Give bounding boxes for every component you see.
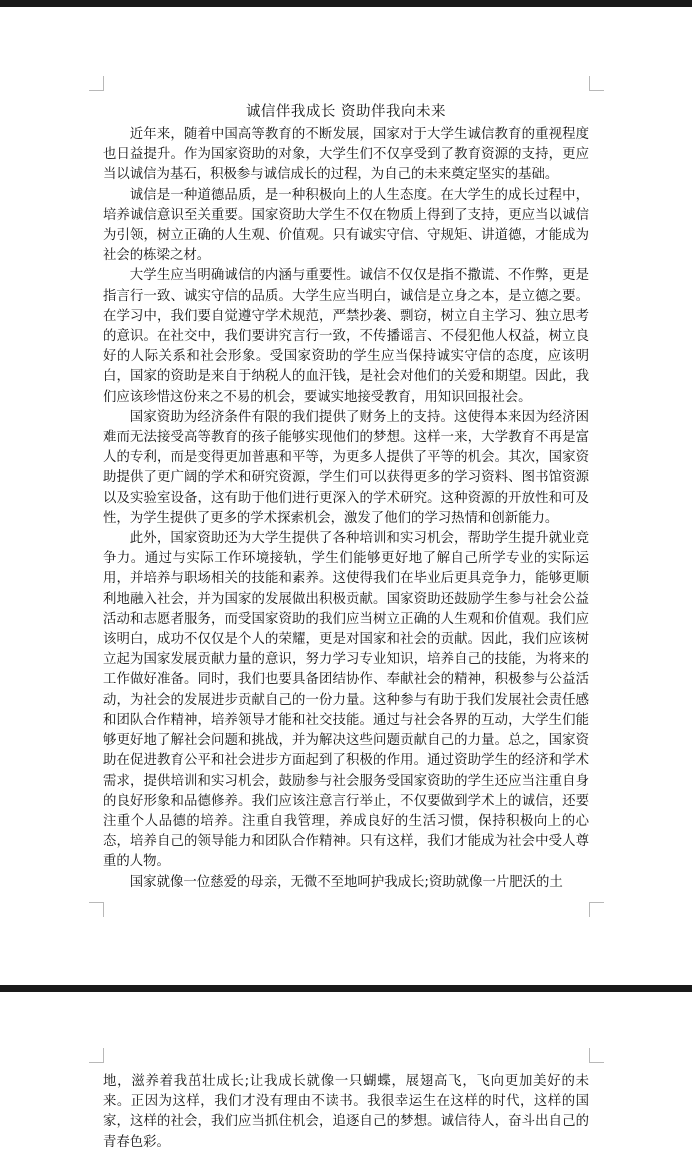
- paragraph: 大学生应当明确诚信的内涵与重要性。诚信不仅仅是指不撒谎、不作弊，更是指言行一致、诚实守信的品质。大学生应当明白，诚信是立身之本，是立德之要。在学习中，我们要自觉遵守学术规范，严禁抄袭、剽窃，树立自主学习、独立思考的意识。在社交中，我们要讲究言行一致，不传播谣言、不侵犯他人权益，树立良好的人际关系和社会形象。受国家资助的学生应当保持诚实守信的态度，应该明白，国家的资助是来自于纳税人的血汗钱，是社会对他们的关爱和期望。因此，我们应该珍惜这份来之不易的机会，要诚实地接受教育，用知识回报社会。: [103, 268, 589, 405]
- paragraph: 地，滋养着我茁壮成长;让我成长就像一只蝴蝶，展翅高飞，飞向更加美好的未来。正因为这样，我们才没有理由不读书。我很幸运生在这样的时代，这样的国家，这样的社会，我们应当抓住机会，追逐自己的梦想。诚信待人，奋斗出自己的青春色彩。: [103, 1074, 589, 1150]
- paragraph: 国家资助为经济条件有限的我们提供了财务上的支持。这使得本来因为经济困难而无法接受高等教育的孩子能够实现他们的梦想。这样一来，大学教育不再是富人的专利，而是变得更加普惠和平等，为更多人提供了平等的机会。其次，国家资助提供了更广阔的学术和研究资源，学生们可以获得更多的学习资料、图书馆资源以及实验室设备，这有助于他们进行更深入的学术研究。这种资源的开放性和可及性，为学生提供了更多的学术探索机会，激发了他们的学习热情和创新能力。: [103, 409, 589, 526]
- paragraph: 近年来，随着中国高等教育的不断发展，国家对于大学生诚信教育的重视程度也日益提升。作为国家资助的对象，大学生们不仅享受到了教育资源的支持，更应当以诚信为基石，积极参与诚信成长的过程，为自己的未来奠定坚实的基础。: [103, 127, 589, 183]
- margin-corner-mark: [589, 902, 604, 917]
- margin-corner-mark: [89, 76, 104, 91]
- page-separator: [0, 985, 692, 992]
- paragraph: 诚信是一种道德品质，是一种积极向上的人生态度。在大学生的成长过程中，培养诚信意识至关重要。国家资助大学生不仅在物质上得到了支持，更应当以诚信为引领，树立正确的人生观、价值观。只有诚实守信、守规矩、讲道德，才能成为社会的栋梁之材。: [103, 187, 589, 264]
- margin-corner-mark: [589, 1048, 604, 1063]
- top-bar: [0, 0, 692, 7]
- margin-corner-mark: [589, 76, 604, 91]
- page-1-body: [103, 125, 589, 893]
- document-page-1: [0, 7, 692, 985]
- margin-corner-mark: [89, 902, 104, 917]
- document-title: 诚信伴我成长 资助伴我向未来: [245, 104, 447, 120]
- paragraph: 此外，国家资助还为大学生提供了各种培训和实习机会，帮助学生提升就业竞争力。通过与实际工作环境接轨，学生们能够更好地了解自己所学专业的实际运用，并培养与职场相关的技能和素养。这使得我们在毕业后更具竞争力，能够更顺利地融入社会，并为国家的发展做出积极贡献。国家资助还鼓励学生参与社会公益活动和志愿者服务，而受国家资助的我们应当树立正确的人生观和价值观。我们应该明白，成功不仅仅是个人的荣耀，更是对国家和社会的贡献。因此，我们应该树立起为国家发展贡献力量的意识，努力学习专业知识，培养自己的技能，为将来的工作做好准备。同时，我们也要具备团结协作、奉献社会的精神，积极参与公益活动，为社会的发展进步贡献自己的一份力量。这种参与有助于我们发展社会责任感和团队合作精神，培养领导才能和社交技能。通过与社会各界的互动，大学生们能够更好地了解社会问题和挑战，并为解决这些问题贡献自己的力量。总之，国家资助在促进教育公平和社会进步方面起到了积极的作用。通过资助学生的经济和学术需求，提供培训和实习机会，鼓励参与社会服务受国家资助的学生还应当注重自身的良好形象和品德修养。我们应该注意言行举止，不仅要做到学术上的诚信，还要注重个人品德的培养。注重自我管理，养成良好的生活习惯，保持积极向上的心态，培养自己的领导能力和团队合作精神。只有这样，我们才能成为社会中受人尊重的人物。: [103, 531, 589, 870]
- margin-corner-mark: [89, 1048, 104, 1063]
- paragraph: 国家就像一位慈爱的母亲，无微不至地呵护我成长;资助就像一片肥沃的土: [129, 874, 563, 890]
- document-page-2: [0, 992, 692, 1157]
- page-2-body: [103, 1072, 589, 1153]
